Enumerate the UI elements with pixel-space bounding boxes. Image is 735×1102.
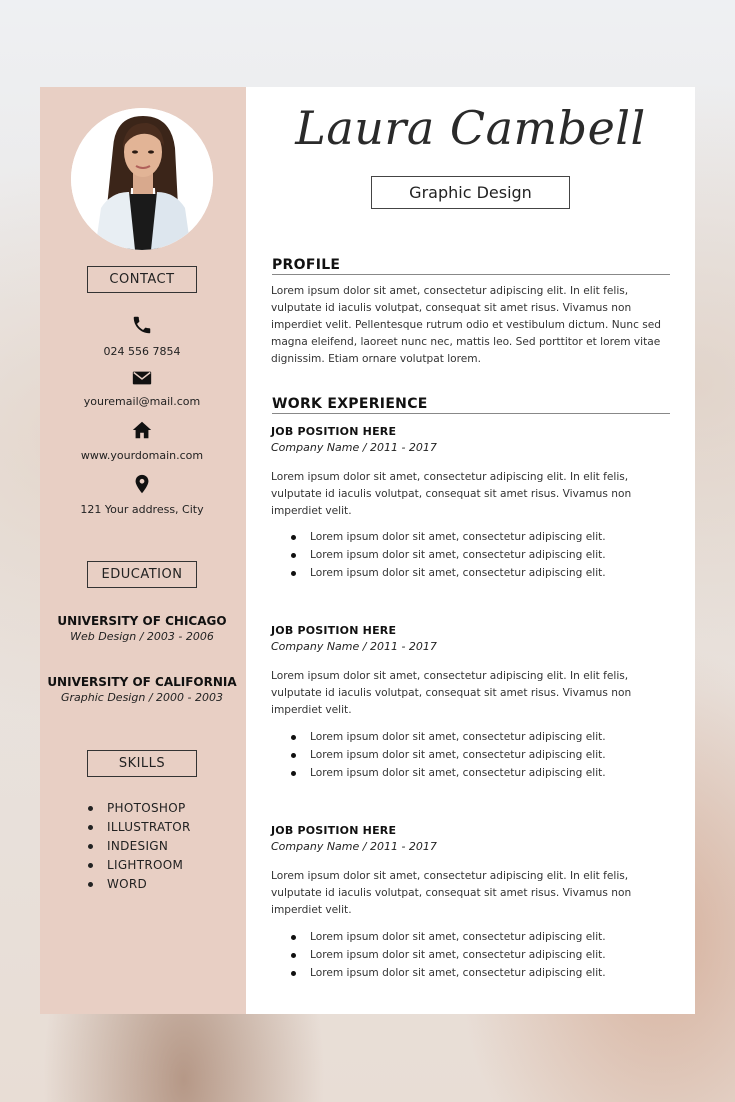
home-icon — [131, 419, 153, 441]
main-content — [246, 87, 695, 1014]
education-heading: EDUCATION — [87, 561, 197, 588]
skill-item: LIGHTROOM — [107, 856, 191, 875]
portrait-photo — [71, 108, 213, 250]
job-position: JOB POSITION HERE — [271, 425, 397, 438]
job-bullet: Lorem ipsum dolor sit amet, consectetur adipiscing elit. — [310, 964, 606, 982]
job-bullets — [310, 528, 606, 582]
job-bullet: Lorem ipsum dolor sit amet, consectetur adipiscing elit. — [310, 946, 606, 964]
job-company: Company Name / 2011 - 2017 — [271, 441, 437, 454]
education-detail: Web Design / 2003 - 2006 — [70, 630, 214, 643]
job-description: Lorem ipsum dolor sit amet, consectetur adipiscing elit. In elit felis, vulputate id iaculis volutpat, consequat sit amet risus. Vivamus non imperdiet velit. — [271, 471, 632, 517]
envelope-icon — [131, 367, 153, 389]
skill-item: INDESIGN — [107, 837, 191, 856]
education-school: UNIVERSITY OF CHICAGO — [57, 614, 227, 628]
phone-icon — [131, 314, 153, 336]
education-detail: Graphic Design / 2000 - 2003 — [61, 691, 223, 704]
job-bullet: Lorem ipsum dolor sit amet, consectetur adipiscing elit. — [310, 764, 606, 782]
skills-list — [107, 799, 191, 894]
candidate-title: Graphic Design — [371, 176, 570, 209]
contact-heading: CONTACT — [87, 266, 197, 293]
contact-phone: 024 556 7854 — [103, 345, 181, 358]
job-description: Lorem ipsum dolor sit amet, consectetur adipiscing elit. In elit felis, vulputate id iaculis volutpat, consequat sit amet risus. Vivamus non imperdiet velit. — [271, 870, 632, 916]
resume-sheet — [40, 87, 695, 1014]
contact-website[interactable]: www.yourdomain.com — [80, 449, 204, 462]
sidebar — [40, 87, 246, 1014]
contact-address: 121 Your address, City — [80, 503, 204, 516]
job-position: JOB POSITION HERE — [271, 624, 397, 637]
job-bullet: Lorem ipsum dolor sit amet, consectetur adipiscing elit. — [310, 546, 606, 564]
skills-heading: SKILLS — [87, 750, 197, 777]
work-experience-heading: WORK EXPERIENCE — [272, 396, 670, 414]
job-company: Company Name / 2011 - 2017 — [271, 640, 437, 653]
avatar — [71, 108, 213, 250]
job-bullet: Lorem ipsum dolor sit amet, consectetur adipiscing elit. — [310, 564, 606, 582]
job-bullet: Lorem ipsum dolor sit amet, consectetur adipiscing elit. — [310, 928, 606, 946]
skill-item: WORD — [107, 875, 191, 894]
job-bullet: Lorem ipsum dolor sit amet, consectetur adipiscing elit. — [310, 728, 606, 746]
job-description: Lorem ipsum dolor sit amet, consectetur adipiscing elit. In elit felis, vulputate id iaculis volutpat, consequat sit amet risus. Vivamus non imperdiet velit. — [271, 670, 632, 716]
job-company: Company Name / 2011 - 2017 — [271, 840, 437, 853]
job-position: JOB POSITION HERE — [271, 824, 397, 837]
job-bullets — [310, 728, 606, 782]
job-bullets — [310, 928, 606, 982]
candidate-name: Laura Cambell — [295, 101, 646, 155]
education-school: UNIVERSITY OF CALIFORNIA — [47, 675, 237, 689]
job-bullet: Lorem ipsum dolor sit amet, consectetur adipiscing elit. — [310, 746, 606, 764]
contact-email[interactable]: youremail@mail.com — [83, 395, 201, 408]
profile-heading: PROFILE — [272, 257, 670, 275]
map-pin-icon — [131, 473, 153, 495]
job-bullet: Lorem ipsum dolor sit amet, consectetur adipiscing elit. — [310, 528, 606, 546]
skill-item: PHOTOSHOP — [107, 799, 191, 818]
profile-text: Lorem ipsum dolor sit amet, consectetur adipiscing elit. In elit felis, vulputate id iaculis volutpat, consequat sit amet risus. Vivamus non imperdiet velit. Pellentesque rutrum odio et vestibulum dictum. Nunc sed magna eleifend, laoreet nunc nec, mattis leo. Sed porttitor et lorem vitae dignissim. Etiam ornare volutpat lorem. — [271, 285, 662, 365]
skill-item: ILLUSTRATOR — [107, 818, 191, 837]
